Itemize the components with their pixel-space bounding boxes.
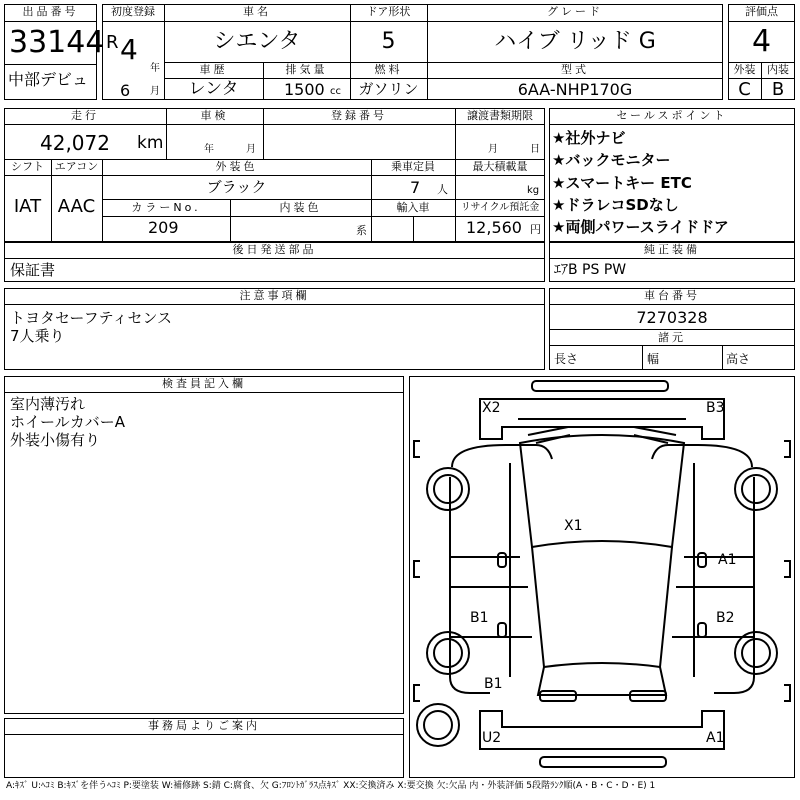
inspector-line: 外装小傷有り <box>10 431 101 449</box>
doors-value: 5 <box>381 29 396 54</box>
score-header: 評価点 <box>745 5 778 18</box>
reg-era: R <box>106 32 119 53</box>
damage-diagram <box>409 376 795 778</box>
dims-length-label: 長さ <box>554 352 579 366</box>
sales-point-item: ★社外ナビ <box>552 129 626 147</box>
capacity-header: 乗車定員 <box>391 160 435 173</box>
car-name: シエンタ <box>213 29 301 54</box>
recycle-value: 12,560 <box>466 218 522 237</box>
inspector-line: 室内薄汚れ <box>10 395 86 413</box>
sales-point-item: ★バックモニター <box>552 151 671 169</box>
reg-year-unit: 年 <box>150 63 160 74</box>
damage-mark-b1-lower: B1 <box>484 676 503 692</box>
notes-header: 注意事項欄 <box>239 289 310 302</box>
office-header: 事務局よりご案内 <box>148 719 260 732</box>
lot-number: 33144 <box>9 25 105 60</box>
sales-point-item: ★スマートキー ETC <box>552 174 692 192</box>
fuel-header: 燃料 <box>374 63 403 76</box>
docs-month-unit: 月 <box>488 144 498 155</box>
displacement-value: 1500 <box>284 80 325 99</box>
damage-mark-a1-bottom: A1 <box>706 730 725 746</box>
int-grade-header: 内装 <box>767 63 789 76</box>
int-color-unit: 系 <box>356 224 367 237</box>
damage-mark-a1-right: A1 <box>718 552 737 568</box>
later-parts-header: 後日発送部品 <box>232 243 317 256</box>
grade-value: ハイブ リッド G <box>494 29 656 54</box>
car-outline-diagram <box>410 377 793 776</box>
aircon-header: エアコン <box>54 160 99 173</box>
sales-point-item: ★ドラレコSDなし <box>552 196 679 214</box>
sales-point-item: ★両側パワースライドドア <box>552 218 729 236</box>
docs-header: 譲渡書類期限 <box>467 109 533 122</box>
score-value: 4 <box>751 24 772 59</box>
equipment-header: 純正装備 <box>644 243 700 256</box>
displacement-header: 排気量 <box>285 63 328 76</box>
int-grade-value: B <box>771 79 785 100</box>
car-name-header: 車名 <box>243 5 271 18</box>
damage-legend: A:ｷｽﾞ U:ﾍｺﾐ B:ｷｽﾞを伴うﾍｺﾐ P:要塗装 W:補修跡 S:錆 C:腐食、欠 G:ﾌﾛﾝﾄｶﾞﾗｽ点ｷｽﾞ XX:交換済み X:要交換 欠:欠品 内・外装評価 5段階ﾗﾝｸ順(A・B・C・D・E) 1 <box>6 781 656 791</box>
ext-color-value: ブラック <box>206 178 267 196</box>
reg-month-unit: 月 <box>150 86 160 97</box>
capacity-unit: 人 <box>437 183 448 196</box>
auction-event: 中部デビュ <box>8 70 89 89</box>
grade-header: グレード <box>547 5 603 18</box>
mileage-unit: km <box>137 133 164 153</box>
int-color-header: 内装色 <box>279 201 322 214</box>
recycle-header: リサイクル預託金 <box>460 202 540 213</box>
dims-width-label: 幅 <box>647 352 660 366</box>
inspection-month-unit: 月 <box>246 144 256 155</box>
model-header: 型式 <box>561 63 589 76</box>
import-header: 輸入車 <box>396 201 430 214</box>
chassis-header: 車台番号 <box>644 289 700 302</box>
mileage-value: 42,072 <box>40 131 110 155</box>
damage-mark-u2: U2 <box>482 730 502 746</box>
notes-line: トヨタセーフティセンス <box>10 309 173 327</box>
damage-mark-b2-right: B2 <box>716 610 735 626</box>
inspector-header: 検査員記入欄 <box>162 377 246 390</box>
mileage-header: 走行 <box>71 109 99 122</box>
displacement-unit: cc <box>330 86 341 97</box>
ext-color-header: 外装色 <box>215 160 258 173</box>
model-value: 6AA-NHP170G <box>517 80 633 99</box>
inspection-year-unit: 年 <box>204 144 214 155</box>
docs-day-unit: 日 <box>530 144 540 155</box>
reg-header: 初度登録 <box>111 5 155 18</box>
lot-header: 出品番号 <box>22 5 79 18</box>
capacity-value: 7 <box>410 178 421 197</box>
fuel-value: ガソリン <box>358 80 419 98</box>
max-load-header: 最大積載量 <box>472 160 528 173</box>
color-no-header: カラーNo. <box>131 201 201 214</box>
damage-mark-b3: B3 <box>706 400 725 416</box>
reg-year: 4 <box>120 33 138 66</box>
ext-grade-header: 外装 <box>733 63 756 76</box>
reg-month: 6 <box>120 81 131 100</box>
chassis-value: 7270328 <box>636 308 708 327</box>
ext-grade-value: C <box>738 79 751 100</box>
notes-line: 7人乗り <box>10 327 65 345</box>
recycle-unit: 円 <box>530 223 541 236</box>
inspector-line: ホイールカバーA <box>10 413 125 431</box>
doors-header: ドア形状 <box>366 5 411 18</box>
damage-mark-x2: X2 <box>482 400 501 416</box>
color-no-value: 209 <box>148 218 179 237</box>
later-parts-value: 保証書 <box>10 261 56 279</box>
dims-header: 諸元 <box>658 331 686 344</box>
shift-header: シフト <box>11 160 44 173</box>
history-value: レンタ <box>188 79 239 99</box>
shift-value: IAT <box>13 196 42 217</box>
damage-mark-x1: X1 <box>564 518 583 534</box>
aircon-value: AAC <box>57 196 96 217</box>
history-header: 車歴 <box>199 63 228 76</box>
inspection-header: 車検 <box>200 109 229 122</box>
equipment-value: ｴｱB PS PW <box>554 262 627 278</box>
plate-header: 登録番号 <box>331 109 387 122</box>
sales-points-header: セールスポイント <box>616 109 728 122</box>
max-load-unit: kg <box>527 185 540 196</box>
dims-height-label: 高さ <box>726 352 751 366</box>
damage-mark-b1-left: B1 <box>470 610 489 626</box>
